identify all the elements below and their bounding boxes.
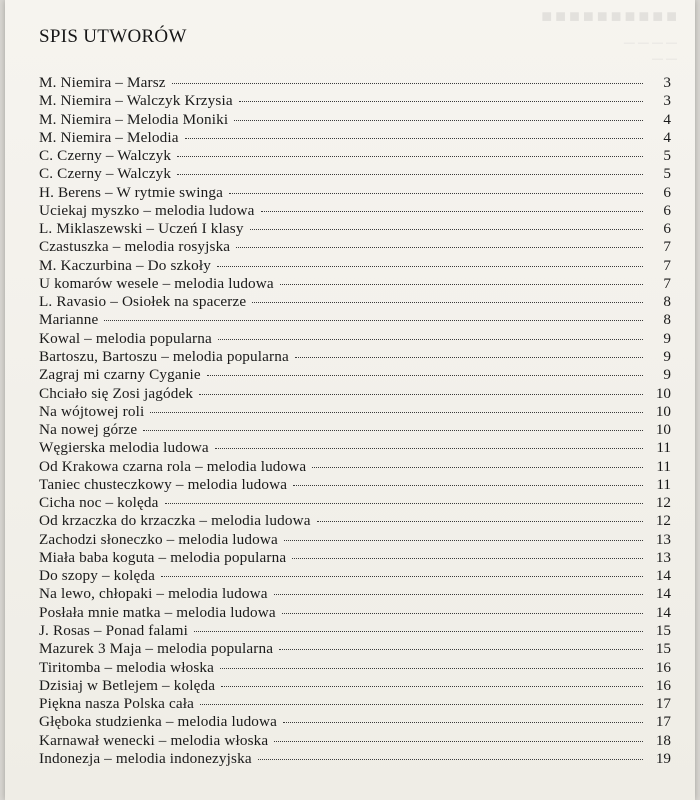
toc-entry-page-number: 5: [663, 147, 671, 165]
toc-entry-title: Bartoszu, Bartoszu – melodia popularna: [39, 347, 289, 365]
dot-leader: [150, 412, 643, 413]
toc-entry: [39, 385, 671, 403]
toc-entry-title: Piękna nasza Polska cała: [39, 695, 195, 713]
toc-entry: [39, 293, 671, 311]
toc-entry: [39, 238, 671, 256]
dot-leader: [258, 759, 643, 760]
toc-entry: [39, 74, 671, 92]
toc-entry: [39, 567, 671, 585]
dot-leader: [252, 302, 643, 303]
toc-entry: [39, 585, 671, 603]
dot-leader: [200, 704, 643, 705]
toc-entry-title: Karnawał wenecki – melodia włoska: [39, 731, 269, 749]
toc-entry: [39, 732, 671, 750]
bleed-through-decoration: ■■■■■■■■■■ — — — — — —: [538, 6, 677, 65]
toc-entry-page-number: 9: [663, 329, 671, 347]
toc-entry-title: Na wójtowej roli: [39, 402, 145, 420]
toc-entry: [39, 549, 671, 567]
toc-entry-page-number: 6: [663, 201, 671, 219]
toc-entry: [39, 695, 671, 713]
dot-leader: [218, 339, 643, 340]
toc-entry-title: Uciekaj myszko – melodia ludowa: [39, 201, 255, 219]
toc-entry: [39, 476, 671, 494]
dot-leader: [234, 120, 643, 121]
dot-leader: [274, 594, 643, 595]
dot-leader: [215, 448, 643, 449]
toc-entry-title: L. Ravasio – Osiołek na spacerze: [39, 293, 247, 311]
toc-entry-page-number: 6: [663, 220, 671, 238]
dot-leader: [274, 741, 643, 742]
dot-leader: [220, 668, 643, 669]
dot-leader: [217, 266, 643, 267]
toc-entry: [39, 129, 671, 147]
toc-entry: [39, 604, 671, 622]
toc-entry-title: M. Niemira – Marsz: [39, 74, 166, 91]
toc-entry-title: Tiritomba – melodia włoska: [39, 658, 215, 676]
toc-entry-page-number: 14: [655, 567, 671, 585]
toc-entry-page-number: 19: [655, 749, 671, 767]
toc-entry-title: Dzisiaj w Betlejem – kolęda: [39, 676, 216, 694]
toc-entry-title: Głęboka studzienka – melodia ludowa: [39, 713, 278, 731]
document-page: [5, 0, 695, 800]
toc-entry-page-number: 7: [663, 274, 671, 292]
toc-entry-title: Cicha noc – kolęda: [39, 494, 159, 512]
dot-leader: [295, 357, 643, 358]
toc-entry: [39, 512, 671, 530]
toc-entry-title: Zagraj mi czarny Cyganie: [39, 366, 201, 384]
dot-leader: [143, 430, 643, 431]
dot-leader: [312, 467, 643, 468]
toc-entry-title: Na nowej górze: [39, 421, 138, 439]
toc-entry-page-number: 11: [656, 457, 671, 475]
dot-leader: [177, 156, 643, 157]
toc-entry: [39, 421, 671, 439]
toc-entry-page-number: 15: [655, 640, 671, 658]
dot-leader: [283, 722, 643, 723]
toc-entry-title: Od krzaczka do krzaczka – melodia ludowa: [39, 512, 311, 530]
toc-entry-title: Kowal – melodia popularna: [39, 329, 212, 347]
dot-leader: [317, 521, 643, 522]
dot-leader: [282, 613, 643, 614]
toc-entry: [39, 202, 671, 220]
toc-entry-title: M. Niemira – Walczyk Krzysia: [39, 92, 233, 110]
toc-entry-page-number: 10: [655, 384, 671, 402]
toc-entry: [39, 750, 671, 768]
toc-entry-title: M. Niemira – Melodia Moniki: [39, 110, 229, 128]
dot-leader: [280, 284, 643, 285]
page-title: SPIS UTWORÓW: [39, 26, 187, 47]
toc-entry-title: Zachodzi słoneczko – melodia ludowa: [39, 530, 278, 548]
dot-leader: [261, 211, 643, 212]
toc-entry-page-number: 17: [655, 713, 671, 731]
toc-entry: [39, 531, 671, 549]
toc-entry-title: H. Berens – W rytmie swinga: [39, 183, 224, 201]
toc-entry-title: C. Czerny – Walczyk: [39, 147, 172, 165]
toc-entry: [39, 111, 671, 129]
toc-entry-title: M. Niemira – Melodia: [39, 128, 179, 146]
toc-entry-page-number: 13: [655, 548, 671, 566]
toc-entry-title: J. Rosas – Ponad falami: [39, 621, 188, 639]
toc-entry-title: Taniec chusteczkowy – melodia ludowa: [39, 475, 288, 493]
toc-entry-page-number: 4: [663, 128, 671, 146]
dot-leader: [194, 631, 643, 632]
toc-entry: [39, 640, 671, 658]
toc-entry: [39, 622, 671, 640]
toc-entry: [39, 403, 671, 421]
dot-leader: [239, 101, 643, 102]
toc-entry-page-number: 17: [655, 695, 671, 713]
toc-entry-page-number: 10: [655, 421, 671, 439]
toc-entry: [39, 659, 671, 677]
toc-entry-page-number: 16: [655, 676, 671, 694]
dot-leader: [279, 649, 643, 650]
toc-entry-title: Indonezja – melodia indonezyjska: [39, 749, 252, 767]
toc-entry-page-number: 7: [663, 238, 671, 256]
toc-entry: [39, 92, 671, 110]
toc-entry-title: U komarów wesele – melodia ludowa: [39, 274, 274, 292]
dot-leader: [236, 247, 643, 248]
table-of-contents: [39, 74, 671, 768]
toc-entry-title: Do szopy – kolęda: [39, 567, 156, 585]
toc-entry-page-number: 9: [663, 366, 671, 384]
toc-entry: [39, 458, 671, 476]
toc-entry-title: Marianne: [39, 311, 99, 329]
toc-entry-page-number: 8: [663, 311, 671, 329]
dot-leader: [207, 375, 643, 376]
toc-entry-page-number: 8: [663, 293, 671, 311]
toc-entry-page-number: 13: [655, 530, 671, 548]
toc-entry: [39, 275, 671, 293]
toc-entry: [39, 439, 671, 457]
toc-entry-title: C. Czerny – Walczyk: [39, 165, 172, 183]
dot-leader: [250, 229, 643, 230]
dot-leader: [177, 174, 643, 175]
toc-entry-title: Węgierska melodia ludowa: [39, 439, 209, 457]
toc-entry: [39, 366, 671, 384]
dot-leader: [293, 485, 643, 486]
toc-entry-page-number: 12: [655, 512, 671, 530]
toc-entry: [39, 184, 671, 202]
toc-entry-page-number: 6: [663, 183, 671, 201]
toc-entry-title: Chciało się Zosi jagódek: [39, 384, 194, 402]
toc-entry-title: Miała baba koguta – melodia popularna: [39, 548, 287, 566]
toc-entry-title: L. Miklaszewski – Uczeń I klasy: [39, 220, 244, 238]
toc-entry-page-number: 11: [656, 475, 671, 493]
toc-entry-page-number: 12: [655, 494, 671, 512]
dot-leader: [185, 138, 643, 139]
dot-leader: [165, 503, 643, 504]
toc-entry: [39, 147, 671, 165]
toc-entry-title: Czastuszka – melodia rosyjska: [39, 238, 231, 256]
toc-entry-page-number: 11: [656, 439, 671, 457]
toc-entry-page-number: 3: [663, 92, 671, 110]
toc-entry-page-number: 14: [655, 603, 671, 621]
dot-leader: [229, 193, 643, 194]
toc-entry-title: Od Krakowa czarna rola – melodia ludowa: [39, 457, 307, 475]
toc-entry-title: Na lewo, chłopaki – melodia ludowa: [39, 585, 268, 603]
dot-leader: [292, 558, 643, 559]
toc-entry-title: M. Kaczurbina – Do szkoły: [39, 256, 212, 274]
toc-entry: [39, 165, 671, 183]
toc-entry: [39, 311, 671, 329]
toc-entry: [39, 348, 671, 366]
dot-leader: [172, 83, 643, 84]
toc-entry-title: Posłała mnie matka – melodia ludowa: [39, 603, 276, 621]
toc-entry-page-number: 7: [663, 256, 671, 274]
dot-leader: [284, 540, 643, 541]
toc-entry-page-number: 10: [655, 402, 671, 420]
dot-leader: [161, 576, 643, 577]
dot-leader: [199, 394, 643, 395]
toc-entry-page-number: 5: [663, 165, 671, 183]
dot-leader: [104, 320, 643, 321]
toc-entry-title: Mazurek 3 Maja – melodia popularna: [39, 640, 274, 658]
toc-entry-page-number: 9: [663, 347, 671, 365]
toc-entry-page-number: 16: [655, 658, 671, 676]
toc-entry: [39, 220, 671, 238]
toc-entry-page-number: 4: [663, 110, 671, 128]
toc-entry: [39, 330, 671, 348]
toc-entry-page-number: 3: [663, 74, 671, 91]
toc-entry-page-number: 18: [655, 731, 671, 749]
dot-leader: [221, 686, 643, 687]
toc-entry: [39, 257, 671, 275]
toc-entry-page-number: 15: [655, 621, 671, 639]
toc-entry-page-number: 14: [655, 585, 671, 603]
toc-entry: [39, 677, 671, 695]
toc-entry: [39, 713, 671, 731]
toc-entry: [39, 494, 671, 512]
